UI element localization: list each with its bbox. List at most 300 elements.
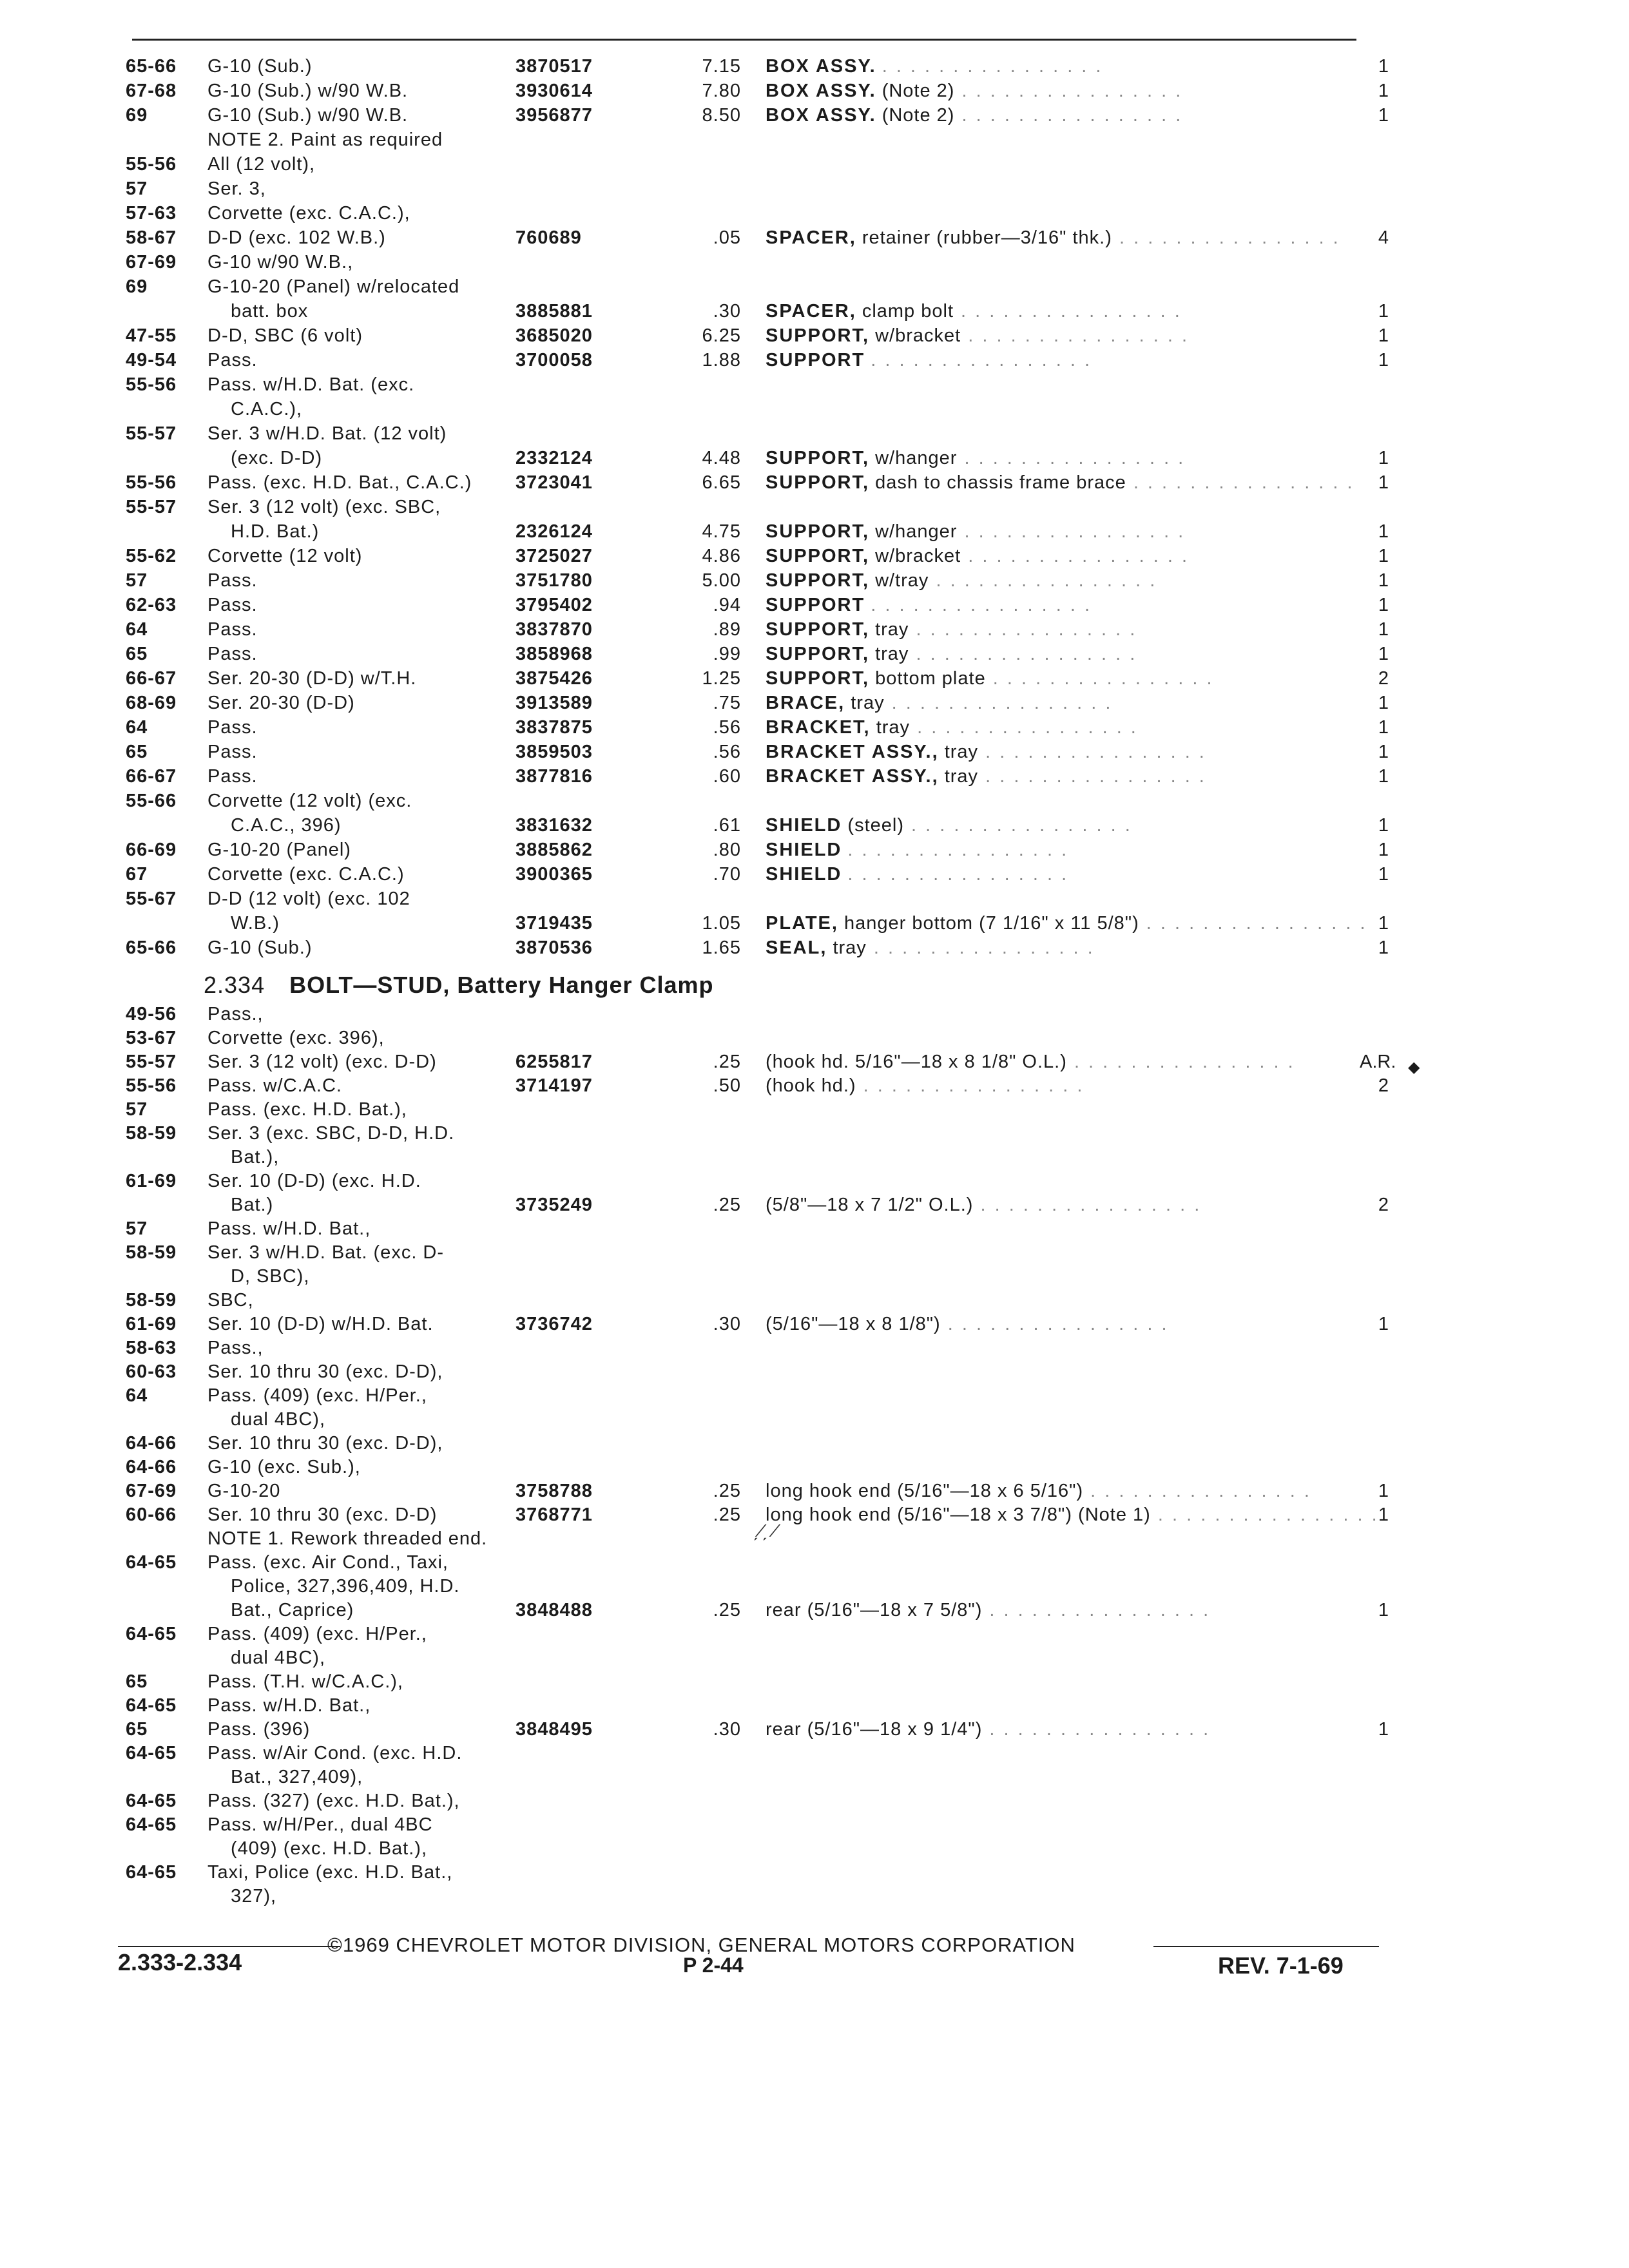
application: Corvette (exc. 396),: [207, 1028, 385, 1048]
part-name-detail: tray: [833, 937, 867, 958]
part-name-detail: long hook end (5/16"—18 x 6 5/16"): [766, 1481, 1084, 1501]
part-number: 3885862: [516, 840, 593, 860]
part-row: [0, 1885, 1547, 1908]
part-row: [0, 1026, 1547, 1050]
application: Bat.),: [231, 1147, 280, 1168]
part-name-detail: w/bracket: [875, 546, 961, 566]
leader-dots: . . . . . . . . . . . . . . . .: [982, 1600, 1211, 1620]
part-name-detail: bottom plate: [875, 668, 986, 689]
quantity: 1: [1378, 1600, 1389, 1620]
list-price: 4.86: [702, 546, 741, 566]
part-name-detail: (hook hd. 5/16"—18 x 8 1/8" O.L.): [766, 1052, 1067, 1072]
application: (409) (exc. H.D. Bat.),: [231, 1838, 428, 1859]
leader-dots: . . . . . . . . . . . . . . . .: [985, 668, 1214, 689]
part-row: [0, 1575, 1547, 1598]
part-name: [766, 863, 1068, 886]
list-price: .99: [713, 644, 741, 664]
footer-revision: REV. 7-1-69: [1218, 1952, 1344, 1979]
leader-dots: . . . . . . . . . . . . . . . .: [910, 717, 1138, 738]
part-row: [0, 324, 1547, 347]
part-number: 3837870: [516, 619, 593, 640]
model-years: 47-55: [126, 325, 177, 346]
part-number: 3714197: [516, 1075, 593, 1096]
part-name: [766, 691, 1112, 715]
list-price: .25: [713, 1600, 741, 1620]
quantity: 1: [1378, 742, 1389, 762]
model-years: 65-66: [126, 56, 177, 77]
application: G-10 (Sub.): [207, 56, 313, 77]
leader-dots: . . . . . . . . . . . . . . . .: [1112, 227, 1340, 248]
model-years: 55-57: [126, 1052, 177, 1072]
model-years: 65-66: [126, 937, 177, 958]
part-number: 3858968: [516, 644, 593, 664]
list-price: .05: [713, 227, 741, 248]
model-years: 65: [126, 742, 148, 762]
leader-dots: . . . . . . . . . . . . . . . .: [973, 1195, 1202, 1215]
part-row: [0, 1718, 1547, 1741]
model-years: 65: [126, 1719, 148, 1740]
part-name-detail: clamp bolt: [862, 301, 954, 322]
part-number: 2332124: [516, 448, 593, 468]
part-row: [0, 422, 1547, 445]
part-name-main: SUPPORT: [766, 595, 865, 615]
application: Pass. w/C.A.C.: [207, 1075, 342, 1096]
part-row: [0, 1050, 1547, 1073]
application: G-10-20 (Panel): [207, 840, 351, 860]
list-price: 6.65: [702, 472, 741, 493]
list-price: 7.15: [702, 56, 741, 77]
part-number: 3758788: [516, 1481, 593, 1501]
part-name: [766, 667, 1214, 690]
application: 327),: [231, 1886, 277, 1907]
part-row: [0, 177, 1547, 200]
part-number: 3848488: [516, 1600, 593, 1620]
application: Ser. 10 thru 30 (exc. D-D),: [207, 1433, 443, 1454]
application: Bat.): [231, 1195, 274, 1215]
part-name: [766, 765, 1206, 788]
part-name-main: SHIELD: [766, 840, 842, 860]
list-price: .25: [713, 1195, 741, 1215]
part-number: 3719435: [516, 913, 593, 934]
list-price: 5.00: [702, 570, 741, 591]
application: G-10 (Sub.): [207, 937, 313, 958]
part-name: [766, 1074, 1084, 1097]
model-years: 55-62: [126, 546, 177, 566]
quantity: 1: [1378, 472, 1389, 493]
model-years: 64: [126, 619, 148, 640]
quantity: 1: [1378, 937, 1389, 958]
leader-dots: . . . . . . . . . . . . . . . .: [1150, 1504, 1379, 1525]
part-row: [0, 1456, 1547, 1479]
application: Corvette (exc. C.A.C.): [207, 864, 405, 885]
quantity: 1: [1378, 570, 1389, 591]
model-years: 57: [126, 1218, 148, 1239]
part-name-detail: hanger bottom (7 1/16" x 11 5/8"): [844, 913, 1139, 934]
model-years: 57: [126, 570, 148, 591]
part-row: [0, 495, 1547, 519]
part-number: 3900365: [516, 864, 593, 885]
part-number: 3735249: [516, 1195, 593, 1215]
model-years: 66-69: [126, 840, 177, 860]
model-years: 64-66: [126, 1433, 177, 1454]
part-name-detail: tray: [875, 619, 909, 640]
part-name: [766, 544, 1189, 568]
section-number: 2.334: [204, 972, 265, 998]
part-number: 3723041: [516, 472, 593, 493]
part-row: [0, 1098, 1547, 1121]
part-number: 3768771: [516, 1504, 593, 1525]
part-row: [0, 55, 1547, 78]
application: Pass. w/H.D. Bat.,: [207, 1695, 371, 1716]
list-price: .56: [713, 742, 741, 762]
application: Pass. w/H/Per., dual 4BC: [207, 1814, 433, 1835]
leader-dots: . . . . . . . . . . . . . . . .: [929, 570, 1157, 591]
application: Ser. 20-30 (D-D) w/T.H.: [207, 668, 417, 689]
leader-dots: . . . . . . . . . . . . . . . .: [1126, 472, 1354, 493]
footer-page-number: P 2-44: [683, 1954, 744, 1977]
application: dual 4BC),: [231, 1409, 326, 1430]
application: Pass. (exc. H.D. Bat., C.A.C.): [207, 472, 472, 493]
part-row: [0, 1312, 1547, 1336]
list-price: .25: [713, 1504, 741, 1525]
part-name: [766, 936, 1095, 959]
part-name: [766, 1193, 1201, 1216]
quantity: 2: [1378, 668, 1389, 689]
list-price: 4.75: [702, 521, 741, 542]
leader-dots: . . . . . . . . . . . . . . . .: [1083, 1481, 1311, 1501]
quantity: 1: [1378, 350, 1389, 370]
part-row: [0, 1599, 1547, 1622]
list-price: .89: [713, 619, 741, 640]
part-row: [0, 1360, 1547, 1383]
model-years: 67-68: [126, 81, 177, 101]
model-years: 58-59: [126, 1242, 177, 1263]
part-row: [0, 1289, 1547, 1312]
application: C.A.C., 396): [231, 815, 342, 836]
model-years: 64-66: [126, 1457, 177, 1477]
part-number: 3831632: [516, 815, 593, 836]
part-row: [0, 520, 1547, 543]
part-row: [0, 1265, 1547, 1288]
part-row: [0, 569, 1547, 592]
model-years: 69: [126, 276, 148, 297]
model-years: 67: [126, 864, 148, 885]
part-name-main: PLATE,: [766, 913, 838, 934]
application: Pass.: [207, 595, 258, 615]
application: W.B.): [231, 913, 280, 934]
application: G-10-20 (Panel) w/relocated: [207, 276, 460, 297]
part-name: [766, 618, 1137, 641]
leader-dots: . . . . . . . . . . . . . . . .: [961, 325, 1190, 346]
part-name-detail: tray: [851, 693, 885, 713]
part-row: [0, 1742, 1547, 1765]
part-number: 3795402: [516, 595, 593, 615]
part-number: 3930614: [516, 81, 593, 101]
application: Ser. 3 (exc. SBC, D-D, H.D.: [207, 1123, 455, 1144]
application: All (12 volt),: [207, 154, 316, 175]
part-row: [0, 618, 1547, 641]
model-years: 68-69: [126, 693, 177, 713]
leader-dots: . . . . . . . . . . . . . . . .: [847, 864, 1069, 885]
part-row: [0, 471, 1547, 494]
part-row: [0, 936, 1547, 959]
application: G-10-20: [207, 1481, 281, 1501]
list-price: .61: [713, 815, 741, 836]
part-row: [0, 226, 1547, 249]
list-price: .94: [713, 595, 741, 615]
application: D, SBC),: [231, 1266, 310, 1287]
application: Pass.: [207, 570, 258, 591]
quantity: 4: [1378, 227, 1389, 248]
quantity: 1: [1378, 56, 1389, 77]
part-number: 3751780: [516, 570, 593, 591]
application: (exc. D-D): [231, 448, 323, 468]
leader-dots: . . . . . . . . . . . . . . . .: [954, 81, 1183, 101]
leader-dots: . . . . . . . . . . . . . . . .: [909, 644, 1137, 664]
part-name-main: SHIELD: [766, 815, 842, 836]
leader-dots: . . . . . . . . . . . . . . . .: [978, 742, 1206, 762]
part-name: [766, 55, 1103, 78]
application: Pass.: [207, 644, 258, 664]
quantity: A.R.: [1360, 1052, 1396, 1072]
application: Pass. (exc. Air Cond., Taxi,: [207, 1552, 448, 1573]
model-years: 55-57: [126, 497, 177, 517]
part-name: [766, 104, 1182, 127]
application: Ser. 3 (12 volt) (exc. D-D): [207, 1052, 437, 1072]
list-price: .56: [713, 717, 741, 738]
part-name: [766, 569, 1157, 592]
part-name-main: BOX ASSY.: [766, 56, 876, 77]
application: Pass.: [207, 742, 258, 762]
part-row: [0, 202, 1547, 225]
model-years: 64-65: [126, 1552, 177, 1573]
part-name: [766, 814, 1132, 837]
model-years: 66-67: [126, 766, 177, 787]
part-name-main: BRACKET ASSY.,: [766, 742, 939, 762]
part-row: [0, 667, 1547, 690]
leader-dots: . . . . . . . . . . . . . . . .: [978, 766, 1206, 787]
leader-dots: . . . . . . . . . . . . . . . .: [856, 1075, 1084, 1096]
leader-dots: . . . . . . . . . . . . . . . .: [961, 546, 1190, 566]
part-row: [0, 1074, 1547, 1097]
part-name: [766, 300, 1182, 323]
model-years: 58-59: [126, 1123, 177, 1144]
part-name: [766, 226, 1340, 249]
part-number: 6255817: [516, 1052, 593, 1072]
part-name-main: SUPPORT,: [766, 325, 870, 346]
part-name-main: SUPPORT,: [766, 570, 870, 591]
part-name: [766, 1312, 1169, 1336]
leader-dots: . . . . . . . . . . . . . . . .: [957, 521, 1186, 542]
part-row: [0, 1408, 1547, 1431]
part-name-detail: long hook end (5/16"—18 x 3 7/8") (Note 1): [766, 1504, 1151, 1525]
leader-dots: . . . . . . . . . . . . . . . .: [982, 1719, 1211, 1740]
application: G-10 (exc. Sub.),: [207, 1457, 361, 1477]
quantity: 1: [1378, 546, 1389, 566]
part-name: [766, 1503, 1379, 1526]
application: Ser. 20-30 (D-D): [207, 693, 355, 713]
part-name-main: SUPPORT,: [766, 619, 870, 640]
application: D-D (12 volt) (exc. 102: [207, 889, 410, 909]
part-name-main: SUPPORT,: [766, 448, 870, 468]
part-name: [766, 1599, 1210, 1622]
part-name: [766, 520, 1185, 543]
part-row: [0, 814, 1547, 837]
leader-dots: . . . . . . . . . . . . . . . .: [871, 350, 1092, 370]
part-number: 3837875: [516, 717, 593, 738]
list-price: 8.50: [702, 105, 741, 126]
part-number: 3870517: [516, 56, 593, 77]
part-name-detail: tray: [876, 717, 911, 738]
application: Pass.: [207, 350, 258, 370]
list-price: .75: [713, 693, 741, 713]
part-row: [0, 838, 1547, 861]
part-row: [0, 912, 1547, 935]
part-name: [766, 716, 1138, 739]
part-name-main: SEAL,: [766, 937, 827, 958]
part-name-detail: dash to chassis frame brace: [875, 472, 1126, 493]
application: Ser. 3 w/H.D. Bat. (12 volt): [207, 423, 447, 444]
model-years: 64: [126, 1385, 148, 1406]
quantity: 1: [1378, 815, 1389, 836]
part-row: [0, 1241, 1547, 1264]
part-number: 3956877: [516, 105, 593, 126]
leader-dots: . . . . . . . . . . . . . . . .: [957, 448, 1186, 468]
part-name-main: SUPPORT,: [766, 472, 870, 493]
part-name-main: SUPPORT,: [766, 644, 870, 664]
part-row: [0, 275, 1547, 298]
part-number: 3848495: [516, 1719, 593, 1740]
list-price: 6.25: [702, 325, 741, 346]
part-row: [0, 1003, 1547, 1026]
quantity: 2: [1378, 1075, 1389, 1096]
leader-dots: . . . . . . . . . . . . . . . .: [909, 619, 1137, 640]
part-row: [0, 740, 1547, 764]
part-row: [0, 300, 1547, 323]
part-row: [0, 128, 1547, 151]
part-row: [0, 1217, 1547, 1240]
part-name-detail: tray: [875, 644, 909, 664]
part-name: [766, 1718, 1210, 1741]
footer-rule-right: [1153, 1946, 1379, 1947]
part-name-main: SUPPORT,: [766, 546, 870, 566]
list-price: .50: [713, 1075, 741, 1096]
model-years: 69: [126, 105, 148, 126]
list-price: 7.80: [702, 81, 741, 101]
part-name: [766, 1479, 1311, 1503]
application: Pass. w/Air Cond. (exc. H.D.: [207, 1743, 463, 1763]
part-name-detail: w/hanger: [875, 448, 958, 468]
application: Pass. (exc. H.D. Bat.),: [207, 1099, 407, 1120]
model-years: 57-63: [126, 203, 177, 224]
application: Pass. w/H.D. Bat.,: [207, 1218, 371, 1239]
leader-dots: . . . . . . . . . . . . . . . .: [866, 937, 1095, 958]
model-years: 64: [126, 717, 148, 738]
part-row: [0, 1479, 1547, 1503]
application: Pass.,: [207, 1338, 264, 1358]
model-years: 61-69: [126, 1314, 177, 1334]
part-name-detail: (Note 2): [882, 81, 955, 101]
part-row: [0, 716, 1547, 739]
part-row: [0, 104, 1547, 127]
application: D-D (exc. 102 W.B.): [207, 227, 386, 248]
leader-dots: . . . . . . . . . . . . . . . .: [954, 301, 1182, 322]
application: Corvette (exc. C.A.C.),: [207, 203, 410, 224]
application: D-D, SBC (6 volt): [207, 325, 363, 346]
model-years: 67-69: [126, 1481, 177, 1501]
model-years: 64-65: [126, 1743, 177, 1763]
part-row: [0, 1169, 1547, 1193]
part-number: 3885881: [516, 301, 593, 322]
part-row: [0, 1146, 1547, 1169]
application: Ser. 3 w/H.D. Bat. (exc. D-: [207, 1242, 445, 1263]
part-number: 3736742: [516, 1314, 593, 1334]
part-row: [0, 251, 1547, 274]
list-price: .70: [713, 864, 741, 885]
quantity: 1: [1378, 693, 1389, 713]
part-name-detail: w/hanger: [875, 521, 958, 542]
list-price: 1.88: [702, 350, 741, 370]
part-row: [0, 593, 1547, 617]
part-row: [0, 1670, 1547, 1693]
part-row: [0, 153, 1547, 176]
quantity: 1: [1378, 840, 1389, 860]
margin-mark-icon: ◆: [1408, 1059, 1420, 1076]
part-row: [0, 1122, 1547, 1145]
model-years: 53-67: [126, 1028, 177, 1048]
model-years: 65: [126, 1671, 148, 1692]
quantity: 1: [1378, 1481, 1389, 1501]
application: G-10 (Sub.) w/90 W.B.: [207, 81, 409, 101]
part-name-main: BOX ASSY.: [766, 105, 876, 126]
part-name-detail: w/tray: [875, 570, 929, 591]
model-years: 55-56: [126, 154, 177, 175]
part-row: [0, 447, 1547, 470]
application: G-10 w/90 W.B.,: [207, 252, 354, 273]
model-years: 55-57: [126, 423, 177, 444]
part-number: 3725027: [516, 546, 593, 566]
part-row: [0, 1551, 1547, 1574]
model-years: 58-59: [126, 1290, 177, 1311]
application: Pass.: [207, 619, 258, 640]
part-number: 3700058: [516, 350, 593, 370]
section-heading: [204, 972, 714, 999]
part-number: 3877816: [516, 766, 593, 787]
leader-dots: . . . . . . . . . . . . . . . .: [884, 693, 1113, 713]
model-years: 66-67: [126, 668, 177, 689]
list-price: .25: [713, 1481, 741, 1501]
part-name-detail: (5/8"—18 x 7 1/2" O.L.): [766, 1195, 974, 1215]
quantity: 1: [1378, 81, 1389, 101]
part-name-detail: (5/16"—18 x 8 1/8"): [766, 1314, 941, 1334]
application: Bat., 327,409),: [231, 1767, 363, 1787]
leader-dots: . . . . . . . . . . . . . . . .: [940, 1314, 1169, 1334]
model-years: 57: [126, 1099, 148, 1120]
application: Corvette (12 volt) (exc.: [207, 791, 412, 811]
part-name: [766, 838, 1068, 861]
part-name-detail: tray: [944, 766, 979, 787]
leader-dots: . . . . . . . . . . . . . . . .: [871, 595, 1092, 615]
application: Pass. (409) (exc. H/Per.,: [207, 1624, 427, 1644]
quantity: 2: [1378, 1195, 1389, 1215]
top-rule: [132, 39, 1356, 41]
part-row: [0, 1193, 1547, 1216]
quantity: 1: [1378, 913, 1389, 934]
part-name: [766, 1050, 1295, 1073]
part-name-detail: (steel): [847, 815, 904, 836]
model-years: 55-56: [126, 374, 177, 395]
application: Ser. 10 thru 30 (exc. D-D): [207, 1504, 438, 1525]
